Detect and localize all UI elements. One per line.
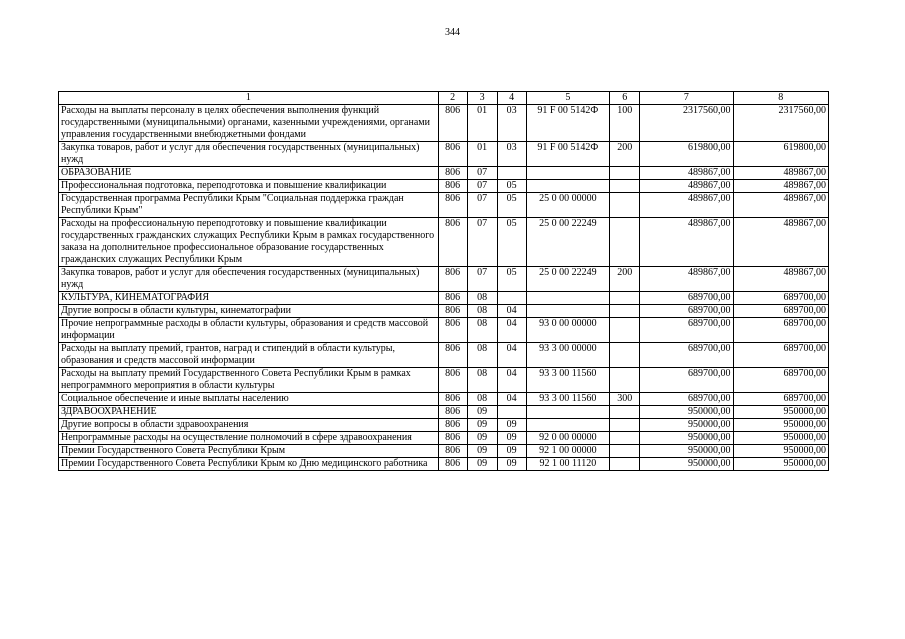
row-vr-code: 200: [610, 267, 640, 292]
row-gr-code: 806: [438, 445, 467, 458]
row-sum-col7: 689700,00: [640, 292, 733, 305]
row-sum-col8: 489867,00: [733, 167, 829, 180]
row-sum-col8: 950000,00: [733, 458, 829, 471]
row-rz-code: 01: [467, 105, 497, 142]
row-gr-code: 806: [438, 305, 467, 318]
table-row: [59, 105, 829, 142]
row-sum-col7: 689700,00: [640, 305, 733, 318]
row-pr-code: 09: [497, 458, 526, 471]
row-pr-code: 05: [497, 218, 526, 267]
row-csr-code: 93 3 00 11560: [526, 393, 610, 406]
row-vr-code: 300: [610, 393, 640, 406]
row-csr-code: [526, 305, 610, 318]
column-header: 2: [438, 92, 467, 105]
row-name: Государственная программа Республики Крым "Социальная поддержка граждан Республики Крым": [59, 193, 439, 218]
row-rz-code: 08: [467, 305, 497, 318]
row-name: Непрограммные расходы на осуществление полномочий в сфере здравоохранения: [59, 432, 439, 445]
column-header: 6: [610, 92, 640, 105]
row-name: КУЛЬТУРА, КИНЕМАТОГРАФИЯ: [59, 292, 439, 305]
row-sum-col8: 489867,00: [733, 180, 829, 193]
row-vr-code: [610, 406, 640, 419]
row-sum-col7: 489867,00: [640, 193, 733, 218]
row-pr-code: 05: [497, 193, 526, 218]
row-gr-code: 806: [438, 432, 467, 445]
row-rz-code: 09: [467, 445, 497, 458]
row-name: Расходы на выплату премий, грантов, наград и стипендий в области культуры, образования и средств массовой информации: [59, 343, 439, 368]
budget-table: [58, 91, 829, 471]
row-pr-code: 09: [497, 419, 526, 432]
row-gr-code: 806: [438, 406, 467, 419]
row-gr-code: 806: [438, 368, 467, 393]
table-row: [59, 142, 829, 167]
row-csr-code: 93 0 00 00000: [526, 318, 610, 343]
row-sum-col7: 2317560,00: [640, 105, 733, 142]
row-vr-code: [610, 292, 640, 305]
row-gr-code: 806: [438, 105, 467, 142]
row-sum-col8: 950000,00: [733, 445, 829, 458]
row-name: Премии Государственного Совета Республики Крым ко Дню медицинского работника: [59, 458, 439, 471]
table-row: [59, 167, 829, 180]
row-name: ЗДРАВООХРАНЕНИЕ: [59, 406, 439, 419]
row-rz-code: 07: [467, 218, 497, 267]
row-pr-code: 09: [497, 445, 526, 458]
row-name: Другие вопросы в области здравоохранения: [59, 419, 439, 432]
row-rz-code: 01: [467, 142, 497, 167]
row-pr-code: 03: [497, 105, 526, 142]
row-vr-code: [610, 318, 640, 343]
row-csr-code: 92 0 00 00000: [526, 432, 610, 445]
row-vr-code: [610, 343, 640, 368]
row-rz-code: 09: [467, 458, 497, 471]
row-sum-col7: 489867,00: [640, 180, 733, 193]
row-gr-code: 806: [438, 142, 467, 167]
row-vr-code: 200: [610, 142, 640, 167]
row-name: Премии Государственного Совета Республики Крым: [59, 445, 439, 458]
table-row: [59, 318, 829, 343]
row-sum-col8: 689700,00: [733, 368, 829, 393]
row-pr-code: 04: [497, 368, 526, 393]
table-row: [59, 406, 829, 419]
row-name: Другие вопросы в области культуры, кинематографии: [59, 305, 439, 318]
row-csr-code: [526, 292, 610, 305]
row-name: Прочие непрограммные расходы в области культуры, образования и средств массовой информации: [59, 318, 439, 343]
page-number: 344: [445, 27, 460, 38]
column-header: 8: [733, 92, 829, 105]
row-name: ОБРАЗОВАНИЕ: [59, 167, 439, 180]
row-csr-code: 92 1 00 00000: [526, 445, 610, 458]
row-csr-code: 25 0 00 22249: [526, 267, 610, 292]
table-row: [59, 267, 829, 292]
row-sum-col8: 950000,00: [733, 406, 829, 419]
row-sum-col8: 689700,00: [733, 343, 829, 368]
row-vr-code: [610, 458, 640, 471]
row-csr-code: [526, 406, 610, 419]
row-gr-code: 806: [438, 218, 467, 267]
row-vr-code: [610, 432, 640, 445]
row-name: Профессиональная подготовка, переподготовка и повышение квалификации: [59, 180, 439, 193]
row-csr-code: 25 0 00 22249: [526, 218, 610, 267]
row-csr-code: 93 3 00 11560: [526, 368, 610, 393]
row-pr-code: 03: [497, 142, 526, 167]
table-row: [59, 368, 829, 393]
table-row: [59, 180, 829, 193]
row-csr-code: [526, 167, 610, 180]
row-vr-code: [610, 193, 640, 218]
row-sum-col8: 2317560,00: [733, 105, 829, 142]
row-sum-col7: 950000,00: [640, 458, 733, 471]
row-name: Расходы на профессиональную переподготовку и повышение квалификации государственных гражданских служащих Республики Крым в рамках государственного заказа на дополнительное профессиональное образование государственных гражданских служащих Республики Крым: [59, 218, 439, 267]
row-gr-code: 806: [438, 167, 467, 180]
row-sum-col8: 489867,00: [733, 267, 829, 292]
table-row: [59, 305, 829, 318]
row-sum-col7: 689700,00: [640, 393, 733, 406]
table-row: [59, 292, 829, 305]
row-rz-code: 07: [467, 267, 497, 292]
row-gr-code: 806: [438, 193, 467, 218]
row-sum-col8: 950000,00: [733, 432, 829, 445]
row-name: Расходы на выплаты персоналу в целях обеспечения выполнения функций государственными (муниципальными) органами, казенными учреждениями, органами управления государственными внебюджетными фондами: [59, 105, 439, 142]
row-csr-code: [526, 180, 610, 193]
table-row: [59, 218, 829, 267]
row-name: Социальное обеспечение и иные выплаты населению: [59, 393, 439, 406]
row-rz-code: 08: [467, 292, 497, 305]
row-name: Закупка товаров, работ и услуг для обеспечения государственных (муниципальных) нужд: [59, 267, 439, 292]
row-gr-code: 806: [438, 292, 467, 305]
row-pr-code: [497, 167, 526, 180]
row-vr-code: [610, 445, 640, 458]
row-sum-col7: 489867,00: [640, 218, 733, 267]
row-gr-code: 806: [438, 318, 467, 343]
row-pr-code: 04: [497, 343, 526, 368]
row-gr-code: 806: [438, 180, 467, 193]
row-vr-code: [610, 180, 640, 193]
row-sum-col7: 689700,00: [640, 343, 733, 368]
row-sum-col7: 689700,00: [640, 368, 733, 393]
table-row: [59, 193, 829, 218]
row-vr-code: 100: [610, 105, 640, 142]
table-row: [59, 419, 829, 432]
row-vr-code: [610, 167, 640, 180]
row-gr-code: 806: [438, 393, 467, 406]
row-rz-code: 09: [467, 419, 497, 432]
row-sum-col7: 489867,00: [640, 267, 733, 292]
row-sum-col8: 489867,00: [733, 218, 829, 267]
row-csr-code: 93 3 00 00000: [526, 343, 610, 368]
row-pr-code: 04: [497, 318, 526, 343]
row-vr-code: [610, 218, 640, 267]
row-rz-code: 08: [467, 318, 497, 343]
row-rz-code: 07: [467, 180, 497, 193]
row-rz-code: 09: [467, 406, 497, 419]
row-csr-code: 25 0 00 00000: [526, 193, 610, 218]
row-sum-col8: 689700,00: [733, 318, 829, 343]
row-vr-code: [610, 419, 640, 432]
row-pr-code: 05: [497, 267, 526, 292]
row-pr-code: [497, 406, 526, 419]
row-rz-code: 08: [467, 368, 497, 393]
row-vr-code: [610, 368, 640, 393]
row-pr-code: 04: [497, 393, 526, 406]
row-sum-col7: 619800,00: [640, 142, 733, 167]
row-rz-code: 08: [467, 393, 497, 406]
row-gr-code: 806: [438, 267, 467, 292]
row-rz-code: 09: [467, 432, 497, 445]
column-header: 3: [467, 92, 497, 105]
row-csr-code: [526, 419, 610, 432]
row-name: Расходы на выплату премий Государственного Совета Республики Крым в рамках непрограммного мероприятия в области культуры: [59, 368, 439, 393]
table-row: [59, 445, 829, 458]
column-header: 4: [497, 92, 526, 105]
row-sum-col7: 950000,00: [640, 419, 733, 432]
row-pr-code: 09: [497, 432, 526, 445]
row-sum-col7: 950000,00: [640, 432, 733, 445]
table-row: [59, 432, 829, 445]
table-row: [59, 393, 829, 406]
row-pr-code: [497, 292, 526, 305]
row-pr-code: 04: [497, 305, 526, 318]
row-sum-col7: 689700,00: [640, 318, 733, 343]
row-sum-col8: 689700,00: [733, 393, 829, 406]
row-csr-code: 91 F 00 5142Ф: [526, 105, 610, 142]
row-sum-col8: 950000,00: [733, 419, 829, 432]
column-header: 7: [640, 92, 733, 105]
row-sum-col7: 489867,00: [640, 167, 733, 180]
row-gr-code: 806: [438, 458, 467, 471]
row-sum-col8: 489867,00: [733, 193, 829, 218]
row-csr-code: 91 F 00 5142Ф: [526, 142, 610, 167]
row-name: Закупка товаров, работ и услуг для обеспечения государственных (муниципальных) нужд: [59, 142, 439, 167]
row-rz-code: 08: [467, 343, 497, 368]
row-sum-col7: 950000,00: [640, 445, 733, 458]
column-header: 1: [59, 92, 439, 105]
table-row: [59, 458, 829, 471]
row-sum-col7: 950000,00: [640, 406, 733, 419]
row-gr-code: 806: [438, 419, 467, 432]
column-header: 5: [526, 92, 610, 105]
row-sum-col8: 619800,00: [733, 142, 829, 167]
row-gr-code: 806: [438, 343, 467, 368]
table-row: [59, 343, 829, 368]
row-pr-code: 05: [497, 180, 526, 193]
table-header-row: [59, 92, 829, 105]
row-rz-code: 07: [467, 193, 497, 218]
row-csr-code: 92 1 00 11120: [526, 458, 610, 471]
row-vr-code: [610, 305, 640, 318]
row-sum-col8: 689700,00: [733, 292, 829, 305]
row-sum-col8: 689700,00: [733, 305, 829, 318]
row-rz-code: 07: [467, 167, 497, 180]
